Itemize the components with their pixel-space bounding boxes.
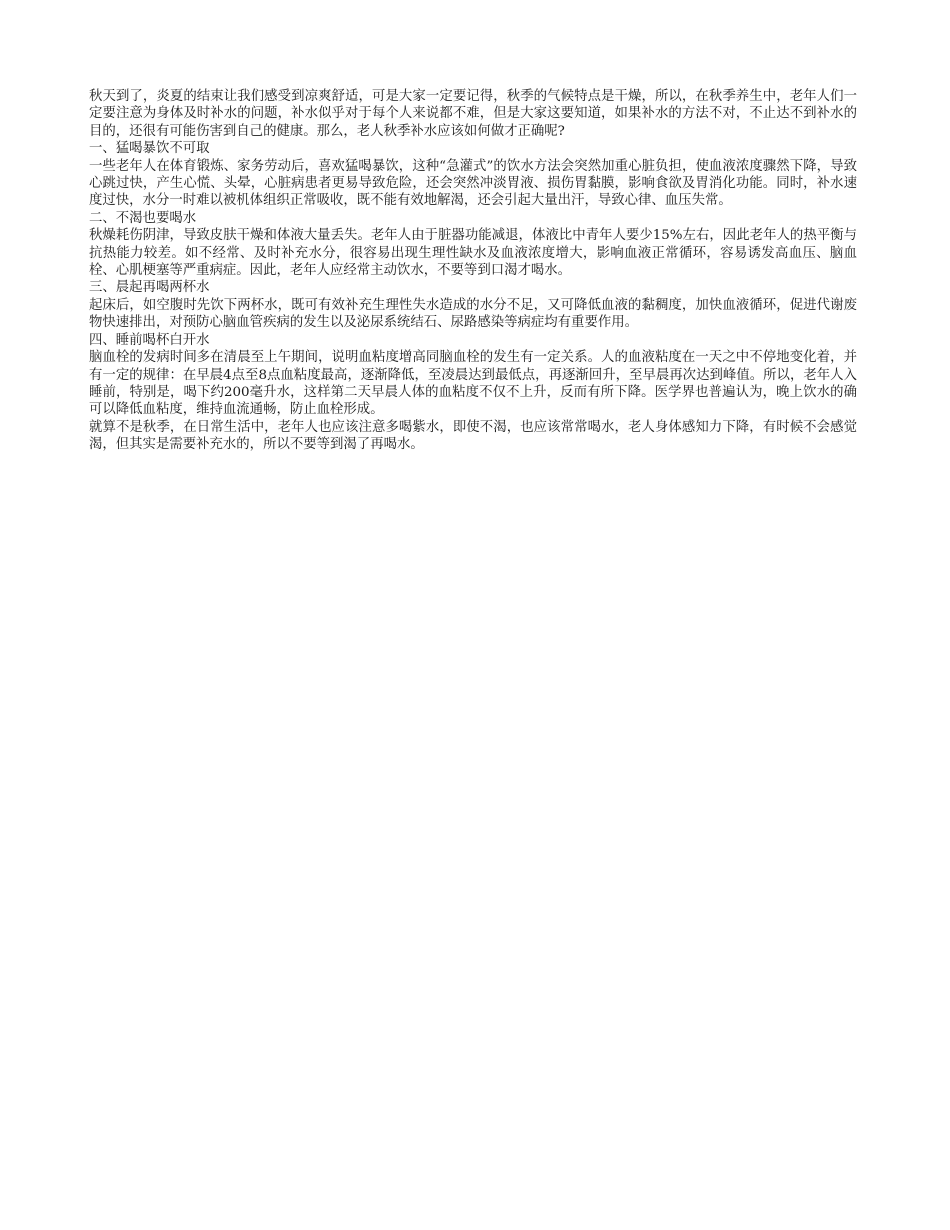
- section-heading: 二、不渴也要喝水: [89, 210, 197, 226]
- section-heading: 四、睡前喝杯白开水: [89, 332, 210, 348]
- section-heading: 一、猛喝暴饮不可取: [89, 141, 210, 157]
- section-heading: 三、晨起再喝两杯水: [89, 280, 210, 296]
- section-body: 一些老年人在体育锻炼、家务劳动后，喜欢猛喝暴饮，这种“急灌式”的饮水方法会突然加重心脏负担，使血液浓度骤然下降，导致心跳过快，产生心慌、头晕，心脏病患者更易导致危险，还会突然冲淡胃液、损伤胃黏膜，影响食欲及胃消化功能。同时，补水速度过快，水分一时难以被机体组织正常吸收，既不能有效地解渴，还会引起大量出汗，导致心律、血压失常。: [89, 158, 857, 209]
- article-intro: 秋天到了，炎夏的结束让我们感受到凉爽舒适，可是大家一定要记得，秋季的气候特点是干燥，所以，在秋季养生中，老年人们一定要注意为身体及时补水的问题，补水似乎对于每个人来说都不难，但是大家这要知道，如果补水的方法不对，不止达不到补水的目的，还很有可能伤害到自己的健康。那么，老人秋季补水应该如何做才正确呢?: [89, 89, 857, 139]
- article: [89, 88, 857, 454]
- section-body: 脑血栓的发病时间多在清晨至上午期间，说明血粘度增高同脑血栓的发生有一定关系。人的血液粘度在一天之中不停地变化着，并有一定的规律：在早晨4点至8点血粘度最高，逐渐降低，至凌晨达到最低点，再逐渐回升，至早晨再次达到峰值。所以，老年人入睡前，特别是，喝下约200毫升水，这样第二天早晨人体的血粘度不仅不上升，反而有所下降。医学界也普遍认为，晚上饮水的确可以降低血粘度，维持血流通畅，防止血栓形成。: [89, 350, 857, 418]
- section-body: 秋燥耗伤阴津，导致皮肤干燥和体液大量丢失。老年人由于脏器功能减退，体液比中青年人要少15%左右，因此老年人的热平衡与抗热能力较差。如不经常、及时补充水分，很容易出现生理性缺水及血液浓度增大，影响血液正常循环，容易诱发高血压、脑血栓、心肌梗塞等严重病症。因此，老年人应经常主动饮水，不要等到口渴才喝水。: [89, 228, 857, 279]
- section-body: 起床后，如空腹时先饮下两杯水，既可有效补充生理性失水造成的水分不足，又可降低血液的黏稠度，加快血液循环，促进代谢废物快速排出，对预防心脑血管疾病的发生以及泌尿系统结石、尿路感染等病症均有重要作用。: [89, 297, 857, 331]
- article-closing: 就算不是秋季，在日常生活中，老年人也应该注意多喝紫水，即使不渴，也应该常常喝水，老人身体感知力下降，有时候不会感觉渴，但其实是需要补充水的，所以不要等到渴了再喝水。: [89, 419, 857, 453]
